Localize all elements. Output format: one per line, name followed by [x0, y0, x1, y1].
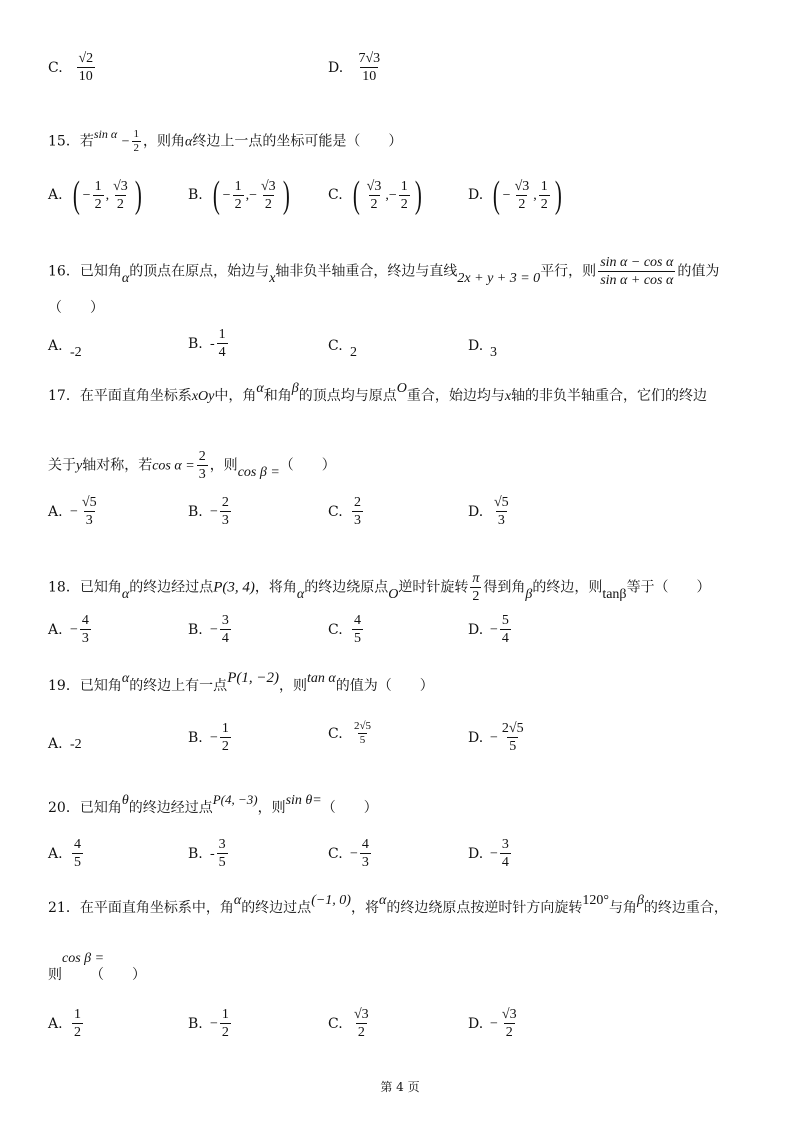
- q19-option-c: C. $\frac{2√5}{5}$: [328, 720, 372, 746]
- q17-stem-line1: 17．在平面直角坐标系xOy中，角α和角β的顶点均与原点O重合，始边均与x轴的非负半轴重合，它们的终边: [48, 381, 708, 404]
- q21-option-b: B. − $\frac{1}{2}$: [188, 1007, 229, 1040]
- q20-stem: 20．已知角θ的终边经过点P(4, −3)，则sin θ=（ ）: [48, 792, 378, 816]
- q17-option-d: D. $\frac{√5}{3}$: [468, 495, 509, 528]
- q20-option-b: B. - $\frac{3}{5}$: [188, 837, 226, 870]
- q19-option-b: B. − $\frac{1}{2}$: [188, 721, 229, 754]
- q19-option-a: A. -2: [48, 736, 82, 752]
- page-number: 第 4 页: [380, 1080, 420, 1094]
- q18-option-d: D. − $\frac{5}{4}$: [468, 613, 509, 646]
- q17-stem-line2: 关于y轴对称，若cos α = $\frac{2}{3}$ ，则cos β =（ ）: [48, 449, 336, 482]
- q14-option-c: C. $\frac{√2}{10}$: [48, 51, 94, 84]
- q16-answer-blank: （ ）: [48, 300, 104, 316]
- q15-option-a: A. ( − $\frac{1}{2}$ , $\frac{√3}{2}$ ): [48, 174, 142, 216]
- q21-option-a: A. $\frac{1}{2}$: [48, 1007, 81, 1040]
- q15-option-c: C. ( $\frac{√3}{2}$ ,− $\frac{1}{2}$ ): [328, 174, 422, 216]
- q21-option-d: D. − $\frac{√3}{2}$: [468, 1007, 517, 1040]
- q21-stem-line1: 21．在平面直角坐标系中，角α的终边过点(−1, 0)，将α的终边绕原点按逆时针方向旋转120°与角β的终边重合，: [48, 893, 728, 916]
- q21-option-c: C. $\frac{√3}{2}$: [328, 1007, 369, 1040]
- q18-stem: 18．已知角α的终边经过点P(3, 4)，将角α的终边绕原点O逆时针旋转 $\frac{\pi}{2}$ 得到角β的终边，则tanβ等于（ ）: [48, 571, 711, 604]
- q16-option-d: D. 3: [468, 338, 497, 360]
- q19-option-d: D. − $\frac{2√5}{5}$: [468, 721, 524, 754]
- q20-option-a: A. $\frac{4}{5}$: [48, 837, 81, 870]
- q17-option-a: A. − $\frac{√5}{3}$: [48, 495, 97, 528]
- q18-option-a: A. − $\frac{4}{3}$: [48, 613, 89, 646]
- q16-stem: 16．已知角α的顶点在原点，始边与x轴非负半轴重合，终边与直线2x + y + 3 = 0平行，则 $\frac{\text{sin α − cos α}}{\text{sin α + cos α}}$ 的值为: [48, 255, 720, 288]
- q15-option-b: B. ( − $\frac{1}{2}$ ,− $\frac{√3}{2}$ ): [188, 174, 290, 216]
- q18-option-b: B. − $\frac{3}{4}$: [188, 613, 229, 646]
- q17-option-b: B. − $\frac{2}{3}$: [188, 495, 229, 528]
- q16-option-a: A. -2: [48, 338, 82, 360]
- q14-option-d: D. $\frac{7√3}{10}$: [328, 51, 381, 84]
- q21-stem-line2: cos β = 则 （ ）: [48, 951, 146, 983]
- q15-option-d: D. ( − $\frac{√3}{2}$ , $\frac{1}{2}$ ): [468, 174, 562, 216]
- q20-option-c: C. − $\frac{4}{3}$: [328, 837, 369, 870]
- q18-option-c: C. $\frac{4}{5}$: [328, 613, 361, 646]
- q17-option-c: C. $\frac{2}{3}$: [328, 495, 361, 528]
- q20-option-d: D. − $\frac{3}{4}$: [468, 837, 509, 870]
- q16-option-c: C. 2: [328, 338, 357, 360]
- q15-stem: 15．若sin α − $\frac{1}{2}$ ，则角α终边上一点的坐标可能是（ ）: [48, 126, 403, 154]
- q19-stem: 19．已知角α的终边上有一点P(1, −2)，则tan α的值为（ ）: [48, 670, 434, 694]
- q16-option-b: B. - $\frac{1}{4}$: [188, 327, 226, 360]
